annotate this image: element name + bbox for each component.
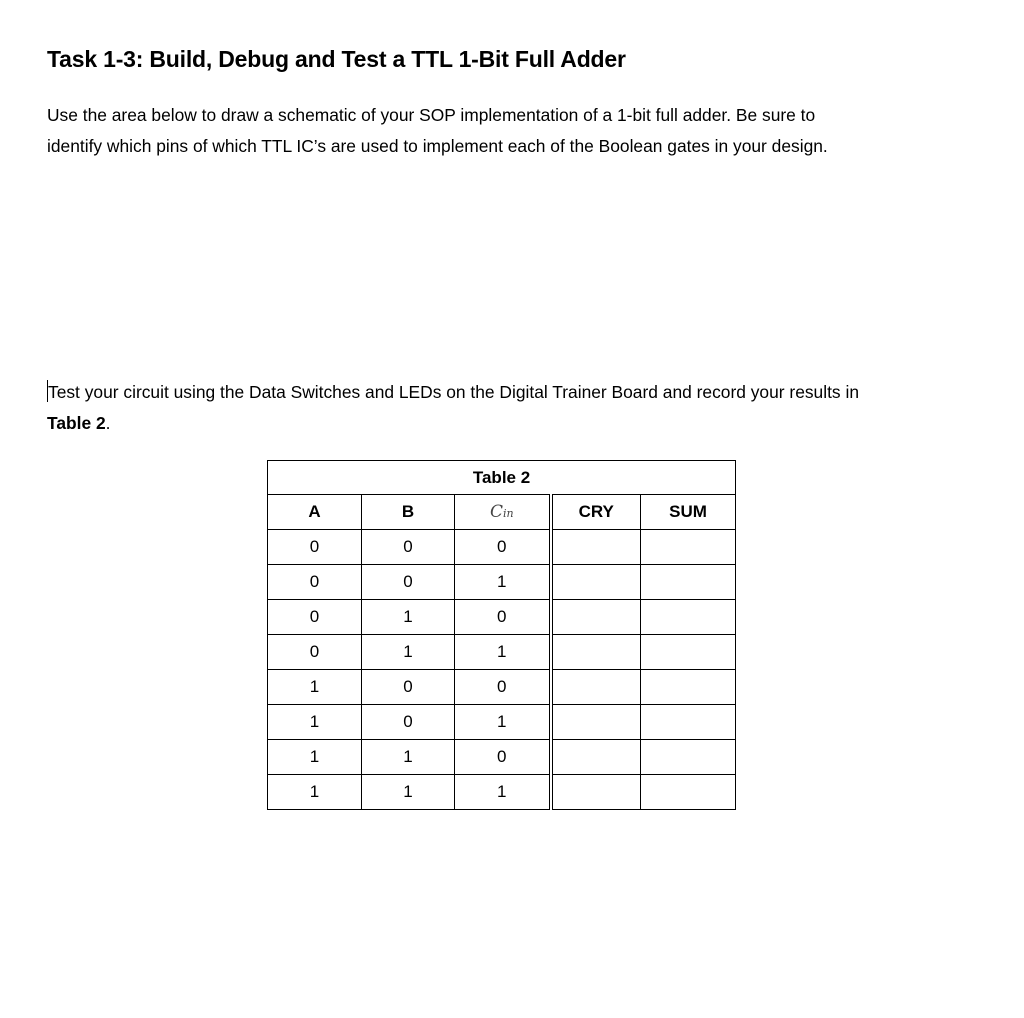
- table-row: [268, 740, 736, 775]
- cell-cin: 1: [455, 705, 551, 740]
- cell-cry[interactable]: [551, 670, 641, 705]
- cell-b: 1: [362, 600, 455, 635]
- cell-a: 0: [268, 635, 362, 670]
- cell-sum[interactable]: [641, 600, 736, 635]
- instructions-line-1: Use the area below to draw a schematic of your SOP implementation of a 1-bit full adder. Be sure to: [47, 105, 816, 125]
- cell-b: 0: [362, 705, 455, 740]
- cell-cin: 1: [455, 635, 551, 670]
- cell-b: 0: [362, 670, 455, 705]
- header-cry: CRY: [551, 495, 641, 530]
- truth-table: [267, 460, 736, 810]
- cell-a: 1: [268, 740, 362, 775]
- cell-cin: 1: [455, 565, 551, 600]
- cell-cry[interactable]: [551, 565, 641, 600]
- cell-sum[interactable]: [641, 635, 736, 670]
- cell-b: 1: [362, 775, 455, 810]
- cell-b: 0: [362, 565, 455, 600]
- cell-cin: 0: [455, 670, 551, 705]
- table-row: [268, 635, 736, 670]
- table-row: [268, 670, 736, 705]
- cell-b: 0: [362, 530, 455, 565]
- cell-a: 1: [268, 705, 362, 740]
- table-row: [268, 705, 736, 740]
- cell-cin: 1: [455, 775, 551, 810]
- cell-sum[interactable]: [641, 740, 736, 775]
- cell-b: 1: [362, 635, 455, 670]
- table-reference: Table 2: [47, 413, 106, 433]
- page-title: Task 1-3: Build, Debug and Test a TTL 1-Bit Full Adder: [47, 46, 626, 72]
- table-row: [268, 600, 736, 635]
- header-cin: [455, 495, 551, 530]
- cell-cry[interactable]: [551, 600, 641, 635]
- table-row: [268, 565, 736, 600]
- instructions-paragraph: [47, 100, 828, 162]
- header-cin-base: C: [489, 502, 503, 522]
- cell-a: 0: [268, 530, 362, 565]
- test-line-2: [47, 408, 859, 439]
- cell-sum[interactable]: [641, 530, 736, 565]
- table-caption: Table 2: [268, 461, 736, 495]
- test-paragraph: [47, 377, 859, 439]
- cell-a: 0: [268, 600, 362, 635]
- cell-cry[interactable]: [551, 740, 641, 775]
- test-line-1: [47, 377, 859, 408]
- table-row: [268, 530, 736, 565]
- table-reference-period: .: [105, 413, 111, 433]
- cell-cin: 0: [455, 740, 551, 775]
- cell-a: 0: [268, 565, 362, 600]
- cell-cry[interactable]: [551, 530, 641, 565]
- header-cin-sub: in: [502, 507, 514, 520]
- cell-sum[interactable]: [641, 565, 736, 600]
- instructions-line-2: identify which pins of which TTL IC’s are used to implement each of the Boolean gates in your design.: [47, 136, 828, 156]
- cell-cin: 0: [455, 530, 551, 565]
- cell-sum[interactable]: [641, 775, 736, 810]
- cell-cin: 0: [455, 600, 551, 635]
- cell-b: 1: [362, 740, 455, 775]
- header-a: A: [268, 495, 362, 530]
- cell-a: 1: [268, 670, 362, 705]
- table-header-row: [268, 495, 736, 530]
- cell-a: 1: [268, 775, 362, 810]
- header-b: B: [362, 495, 455, 530]
- cell-cry[interactable]: [551, 705, 641, 740]
- cell-sum[interactable]: [641, 705, 736, 740]
- test-line-1-text: Test your circuit using the Data Switches and LEDs on the Digital Trainer Board and record your results in: [48, 382, 859, 402]
- table-row: [268, 775, 736, 810]
- header-sum: SUM: [641, 495, 736, 530]
- table-caption-row: [268, 461, 736, 495]
- schematic-drawing-area[interactable]: [47, 170, 967, 365]
- cell-cry[interactable]: [551, 635, 641, 670]
- cell-sum[interactable]: [641, 670, 736, 705]
- cell-cry[interactable]: [551, 775, 641, 810]
